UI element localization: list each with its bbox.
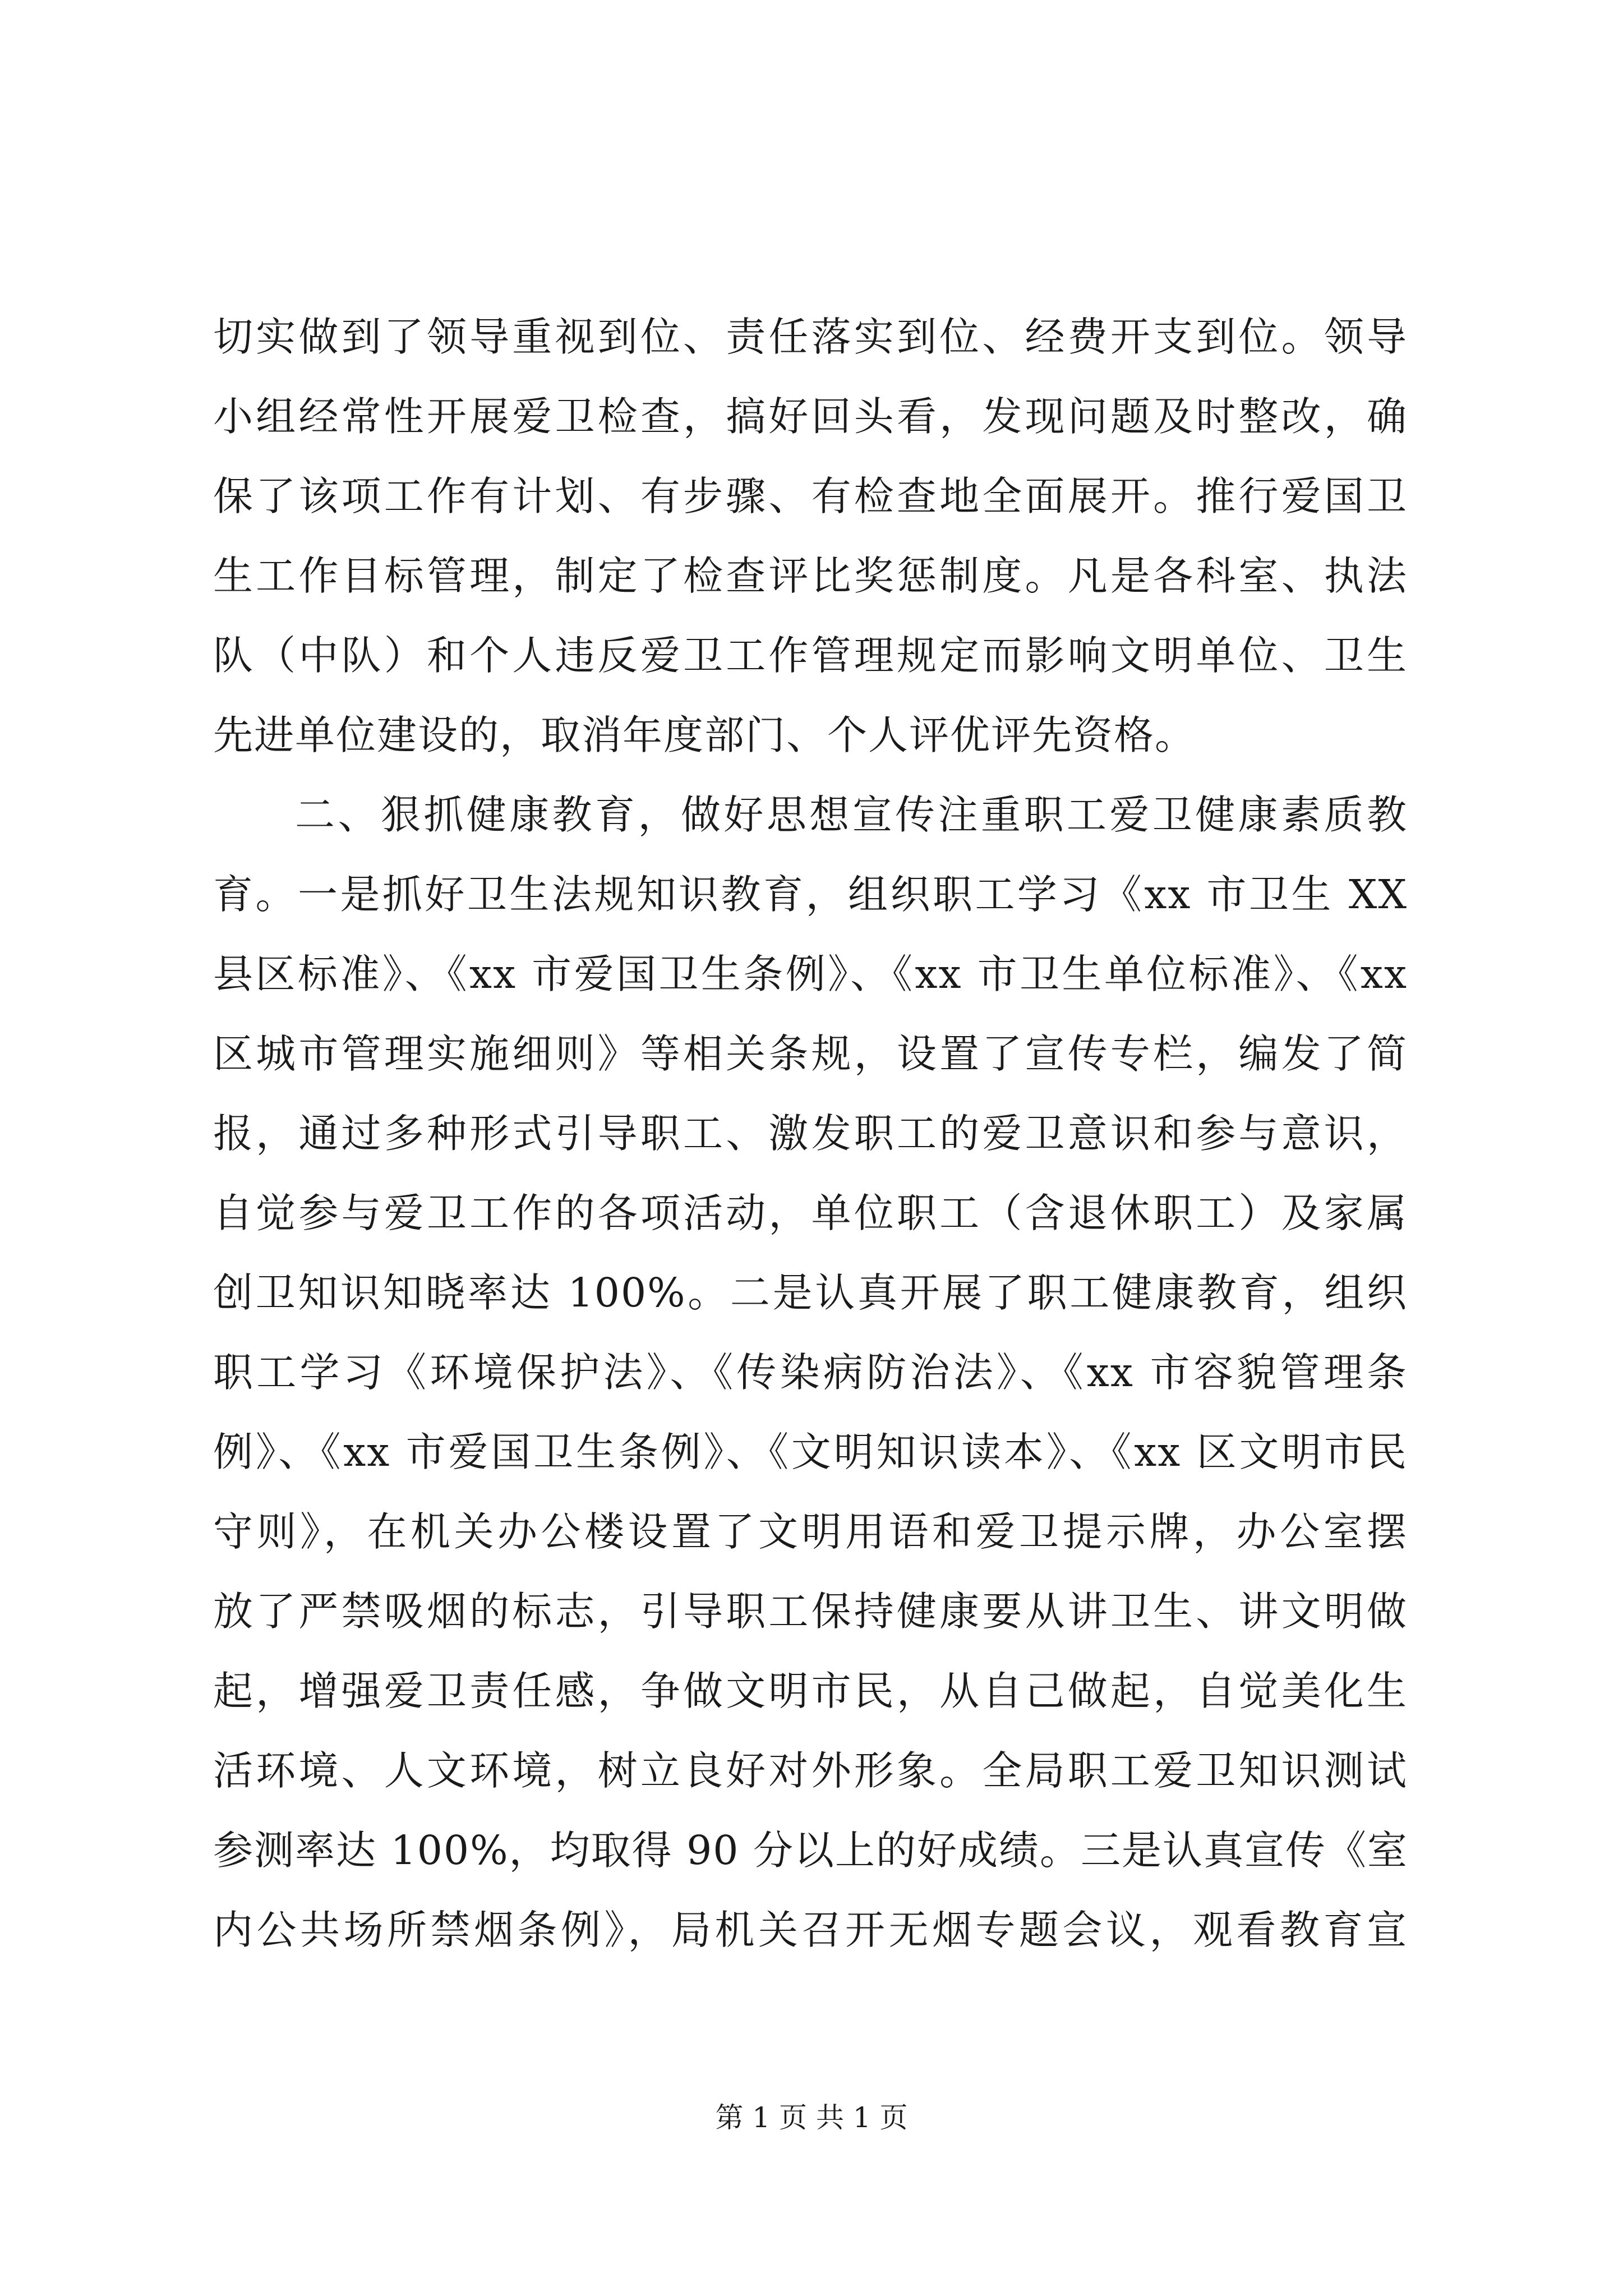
text-line: 切实做到了领导重视到位、责任落实到位、经费开支到位。领导: [213, 314, 1408, 360]
text-line: 队（中队）和个人违反爱卫工作管理规定而影响文明单位、卫生: [213, 632, 1408, 679]
text-line: 二、狠抓健康教育，做好思想宣传注重职工爱卫健康素质教: [295, 792, 1408, 838]
text-line: 参测率达 100%，均取得 90 分以上的好成绩。三是认真宣传《室: [213, 1827, 1409, 1874]
text-line: 先进单位建设的，取消年度部门、个人评优评先资格。: [213, 712, 1196, 758]
text-line: 县区标准》、《xx 市爱国卫生条例》、《xx 市卫生单位标准》、《xx: [213, 951, 1408, 997]
text-line: 保了该项工作有计划、有步骤、有检查地全面展开。推行爱国卫: [213, 473, 1408, 519]
document-body: [213, 297, 1408, 1970]
text-line: 守则》，在机关办公楼设置了文明用语和爱卫提示牌，办公室摆: [213, 1508, 1408, 1555]
text-line: 职工学习《环境保护法》、《传染病防治法》、《xx 市容貌管理条: [213, 1349, 1408, 1396]
text-line: 起，增强爱卫责任感，争做文明市民，从自己做起，自觉美化生: [213, 1668, 1408, 1714]
page-number-label: 第 1 页 共 1 页: [715, 2101, 908, 2134]
text-line: 放了严禁吸烟的标志，引导职工保持健康要从讲卫生、讲文明做: [213, 1588, 1408, 1635]
text-line: 育。一是抓好卫生法规知识教育，组织职工学习《xx 市卫生 XX: [213, 871, 1408, 918]
text-line: 活环境、人文环境，树立良好对外形象。全局职工爱卫知识测试: [213, 1747, 1408, 1794]
text-line: 区城市管理实施细则》等相关条规，设置了宣传专栏，编发了简: [213, 1030, 1408, 1077]
text-line: 例》、《xx 市爱国卫生条例》、《文明知识读本》、《xx 区文明市民: [213, 1429, 1408, 1475]
text-line: 报，通过多种形式引导职工、激发职工的爱卫意识和参与意识，: [213, 1110, 1408, 1157]
page-footer: [0, 2101, 1623, 2134]
text-line: 创卫知识知晓率达 100%。二是认真开展了职工健康教育，组织: [213, 1269, 1408, 1316]
text-line: 自觉参与爱卫工作的各项活动，单位职工（含退休职工）及家属: [213, 1190, 1408, 1236]
text-line: 小组经常性开展爱卫检查，搞好回头看，发现问题及时整改，确: [213, 393, 1408, 440]
text-line: 生工作目标管理，制定了检查评比奖惩制度。凡是各科室、执法: [213, 553, 1408, 599]
text-line: 内公共场所禁烟条例》，局机关召开无烟专题会议，观看教育宣: [213, 1907, 1408, 1953]
